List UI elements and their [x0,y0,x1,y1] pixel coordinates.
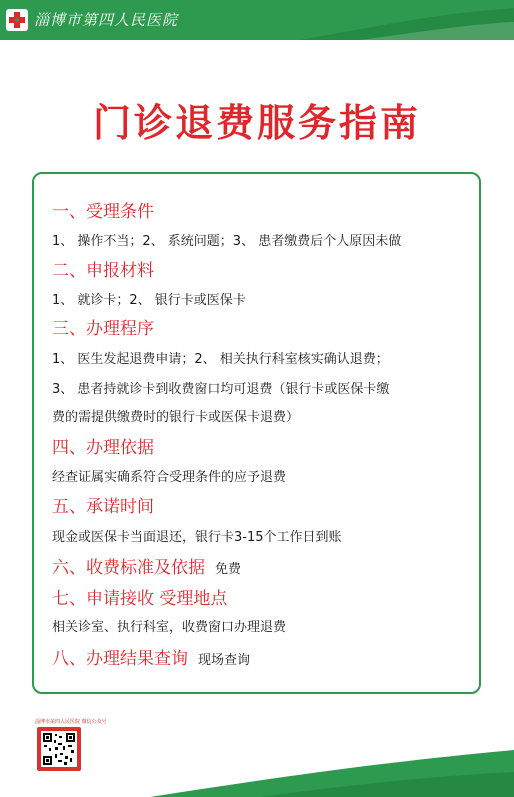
section-heading-6 [52,557,241,581]
section-text-5: 现金或医保卡当面退还，银行卡3-15个工作日到账 [52,530,342,545]
section-text-1: 1、 操作不当；2、 系统问题；3、 患者缴费后个人原因未做 [52,234,402,249]
section-heading-7: 七、申请接收 受理地点 [52,589,228,609]
section-text-6: 免费 [215,562,242,577]
section-heading-6-label: 六、收费标准及依据 [52,558,205,578]
section-heading-3: 三、办理程序 [52,319,154,339]
hospital-name: 淄博市第四人民医院 [34,11,179,29]
section-text-3b: 3、 患者持就诊卡到收费窗口均可退费（银行卡或医保卡缴 [52,382,390,397]
hospital-logo-icon [6,9,28,31]
qr-code-icon [37,727,81,771]
section-text-3a: 1、 医生发起退费申请；2、 相关执行科室核实确认退费； [52,352,389,367]
section-text-7: 相关诊室、执行科室，收费窗口办理退费 [52,620,287,635]
section-text-2: 1、 就诊卡；2、 银行卡或医保卡 [52,293,246,308]
qr-caption: 淄博市第四人民医院 微信公众号 [35,719,107,725]
section-text-4: 经查证属实确系符合受理条件的应予退费 [52,470,287,485]
section-heading-4: 四、办理依据 [52,438,154,458]
section-heading-5: 五、承诺时间 [52,497,154,517]
section-heading-2: 二、申报材料 [52,261,154,281]
section-text-3c: 费的需提供缴费时的银行卡或医保卡退费） [52,410,300,425]
qr-block [35,718,107,780]
section-text-8: 现场查询 [198,653,251,668]
section-heading-1: 一、受理条件 [52,202,154,222]
section-heading-8-label: 八、办理结果查询 [52,649,188,669]
section-heading-8 [52,648,250,672]
page-title: 门诊退费服务指南 [92,101,421,145]
